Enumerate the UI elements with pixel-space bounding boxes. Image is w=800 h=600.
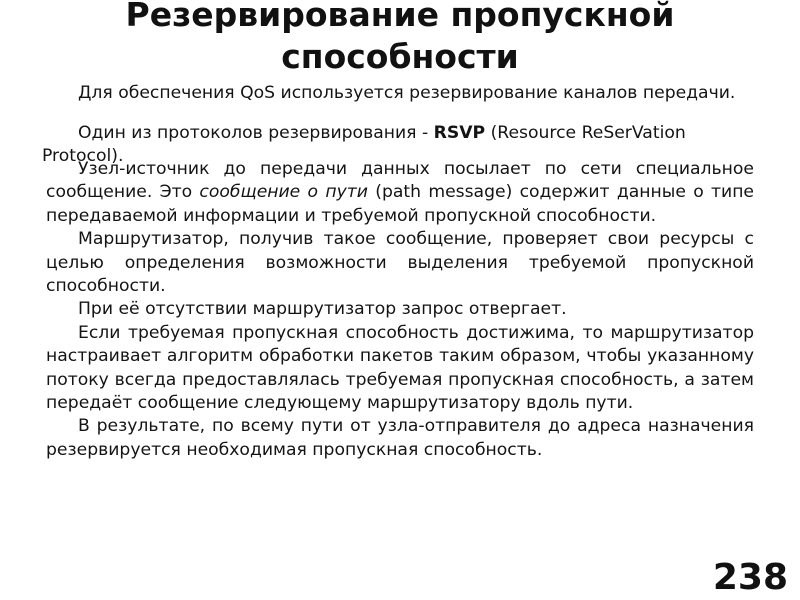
source-text-before: Узел-источник до передачи данных посылает по сети специальное сообщение. Это: [46, 159, 754, 203]
body-text: [46, 158, 754, 462]
slide-title-line-1: Резервирование пропускной: [125, 0, 675, 34]
paragraph-source-node: [46, 158, 754, 228]
paragraph-router-reject: При её отсутствии маршрутизатор запрос отвергает.: [78, 299, 567, 320]
paragraph-result: В результате, по всему пути от узла-отправителя до адреса назначения резервируется необходимая пропускная способность.: [46, 416, 754, 460]
slide-title: [0, 0, 800, 78]
source-text-after: (path message) содержит данные о типе передаваемой информации и требуемой пропускной способности.: [46, 182, 755, 226]
slide-title-line-2: способности: [281, 37, 519, 76]
page-number: 238: [712, 557, 788, 598]
path-message-emphasis: сообщение о пути: [199, 182, 368, 203]
paragraph-router-accept: Если требуемая пропускная способность достижима, то маршрутизатор настраивает алгоритм обработки пакетов таким образом, чтобы указанному потоку всегда предоставлялась требуемая пропускная способность, а затем передаёт сообщение следующему маршрутизатору вдоль пути.: [46, 322, 754, 414]
intro-paragraph: Для обеспечения QoS используется резервирование каналов передачи.: [78, 83, 736, 103]
protocol-text-after: (Resource ReSerVation Protocol).: [42, 123, 686, 167]
paragraph-router-check: Маршрутизатор, получив такое сообщение, проверяет свои ресурсы с целью определения возможности выделения требуемой пропускной способности.: [46, 229, 754, 297]
protocol-text-before: Один из протоколов резервирования -: [78, 123, 434, 143]
protocol-name: RSVP: [433, 123, 486, 143]
